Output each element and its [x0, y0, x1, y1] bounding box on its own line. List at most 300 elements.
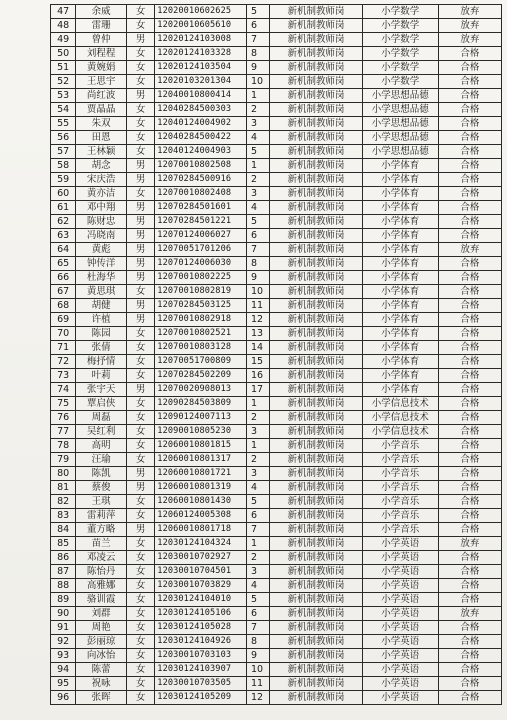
post-sequence-cell: 2 — [246, 173, 269, 187]
candidate-name-cell: 王琪 — [76, 495, 127, 509]
gender-cell: 女 — [126, 61, 154, 75]
table-row — [51, 5, 502, 19]
exam-id-cell: 12070284502209 — [155, 369, 247, 383]
table-row — [51, 467, 502, 481]
candidate-name-cell: 刘程程 — [76, 47, 127, 61]
post-name-cell: 新机制教师岗 — [270, 397, 363, 411]
post-sequence-cell: 10 — [246, 285, 269, 299]
table-row — [51, 495, 502, 509]
subject-cell: 小学信息技术 — [362, 397, 438, 411]
post-name-cell: 新机制教师岗 — [270, 75, 363, 89]
subject-cell: 小学数学 — [362, 5, 438, 19]
gender-cell: 女 — [126, 285, 154, 299]
subject-cell: 小学数学 — [362, 33, 438, 47]
exam-id-cell: 12070010802508 — [155, 159, 247, 173]
post-name-cell: 新机制教师岗 — [270, 243, 363, 257]
exam-id-cell: 12040284500422 — [155, 131, 247, 145]
subject-cell: 小学英语 — [362, 593, 438, 607]
result-cell: 合格 — [438, 215, 501, 229]
post-sequence-cell: 8 — [246, 635, 269, 649]
result-cell: 合格 — [438, 453, 501, 467]
row-number-cell: 89 — [51, 593, 76, 607]
post-sequence-cell: 2 — [246, 411, 269, 425]
result-cell: 合格 — [438, 159, 501, 173]
post-name-cell: 新机制教师岗 — [270, 33, 363, 47]
row-number-cell: 58 — [51, 159, 76, 173]
gender-cell: 女 — [126, 187, 154, 201]
result-cell: 合格 — [438, 397, 501, 411]
result-cell: 合格 — [438, 201, 501, 215]
exam-id-cell: 12070010802819 — [155, 285, 247, 299]
result-cell: 合格 — [438, 89, 501, 103]
gender-cell: 男 — [126, 215, 154, 229]
gender-cell: 女 — [126, 369, 154, 383]
subject-cell: 小学数学 — [362, 61, 438, 75]
post-name-cell: 新机制教师岗 — [270, 229, 363, 243]
exam-id-cell: 12070020908013 — [155, 383, 247, 397]
exam-id-cell: 12020010605610 — [155, 19, 247, 33]
candidate-name-cell: 祝咏 — [76, 677, 127, 691]
table-row — [51, 369, 502, 383]
post-sequence-cell: 10 — [246, 663, 269, 677]
post-name-cell: 新机制教师岗 — [270, 271, 363, 285]
gender-cell: 女 — [126, 565, 154, 579]
candidate-name-cell: 贾晶晶 — [76, 103, 127, 117]
post-sequence-cell: 11 — [246, 299, 269, 313]
row-number-cell: 63 — [51, 229, 76, 243]
row-number-cell: 68 — [51, 299, 76, 313]
subject-cell: 小学英语 — [362, 649, 438, 663]
exam-id-cell: 12070010803128 — [155, 341, 247, 355]
exam-id-cell: 12030124104926 — [155, 635, 247, 649]
exam-id-cell: 12070051701206 — [155, 243, 247, 257]
gender-cell: 男 — [126, 89, 154, 103]
result-cell: 合格 — [438, 285, 501, 299]
result-cell: 合格 — [438, 481, 501, 495]
row-number-cell: 78 — [51, 439, 76, 453]
table-row — [51, 215, 502, 229]
result-cell: 合格 — [438, 579, 501, 593]
subject-cell: 小学音乐 — [362, 495, 438, 509]
subject-cell: 小学体育 — [362, 299, 438, 313]
results-table — [50, 4, 502, 705]
row-number-cell: 96 — [51, 691, 76, 705]
table-row — [51, 173, 502, 187]
candidate-name-cell: 张晖 — [76, 691, 127, 705]
subject-cell: 小学数学 — [362, 47, 438, 61]
candidate-name-cell: 黄彪 — [76, 243, 127, 257]
gender-cell: 女 — [126, 19, 154, 33]
table-row — [51, 75, 502, 89]
row-number-cell: 80 — [51, 467, 76, 481]
row-number-cell: 94 — [51, 663, 76, 677]
candidate-name-cell: 张宇天 — [76, 383, 127, 397]
subject-cell: 小学英语 — [362, 537, 438, 551]
candidate-name-cell: 冯晓南 — [76, 229, 127, 243]
subject-cell: 小学体育 — [362, 173, 438, 187]
post-name-cell: 新机制教师岗 — [270, 313, 363, 327]
row-number-cell: 52 — [51, 75, 76, 89]
table-row — [51, 439, 502, 453]
gender-cell: 女 — [126, 145, 154, 159]
result-cell: 合格 — [438, 411, 501, 425]
post-sequence-cell: 3 — [246, 467, 269, 481]
exam-id-cell: 12070284500916 — [155, 173, 247, 187]
candidate-name-cell: 黄思琪 — [76, 285, 127, 299]
table-row — [51, 509, 502, 523]
post-name-cell: 新机制教师岗 — [270, 467, 363, 481]
subject-cell: 小学音乐 — [362, 509, 438, 523]
exam-id-cell: 12070284503125 — [155, 299, 247, 313]
candidate-name-cell: 胡念 — [76, 159, 127, 173]
post-sequence-cell: 9 — [246, 649, 269, 663]
exam-id-cell: 12030124103907 — [155, 663, 247, 677]
post-name-cell: 新机制教师岗 — [270, 579, 363, 593]
subject-cell: 小学英语 — [362, 579, 438, 593]
candidate-name-cell: 高明 — [76, 439, 127, 453]
table-row — [51, 397, 502, 411]
subject-cell: 小学英语 — [362, 635, 438, 649]
exam-id-cell: 12030010703505 — [155, 677, 247, 691]
gender-cell: 女 — [126, 691, 154, 705]
subject-cell: 小学英语 — [362, 565, 438, 579]
post-name-cell: 新机制教师岗 — [270, 299, 363, 313]
candidate-name-cell: 杜海华 — [76, 271, 127, 285]
post-sequence-cell: 7 — [246, 523, 269, 537]
exam-id-cell: 12070284501601 — [155, 201, 247, 215]
table-row — [51, 327, 502, 341]
row-number-cell: 93 — [51, 649, 76, 663]
row-number-cell: 62 — [51, 215, 76, 229]
result-cell: 合格 — [438, 439, 501, 453]
post-name-cell: 新机制教师岗 — [270, 5, 363, 19]
exam-id-cell: 12030010704501 — [155, 565, 247, 579]
result-cell: 合格 — [438, 341, 501, 355]
row-number-cell: 91 — [51, 621, 76, 635]
post-name-cell: 新机制教师岗 — [270, 61, 363, 75]
gender-cell: 女 — [126, 425, 154, 439]
post-name-cell: 新机制教师岗 — [270, 607, 363, 621]
table-row — [51, 285, 502, 299]
post-sequence-cell: 5 — [246, 145, 269, 159]
row-number-cell: 53 — [51, 89, 76, 103]
subject-cell: 小学思想品德 — [362, 89, 438, 103]
exam-id-cell: 12070010802521 — [155, 327, 247, 341]
table-row — [51, 257, 502, 271]
table-row — [51, 187, 502, 201]
exam-id-cell: 12020124103328 — [155, 47, 247, 61]
subject-cell: 小学英语 — [362, 663, 438, 677]
subject-cell: 小学体育 — [362, 215, 438, 229]
result-cell: 合格 — [438, 327, 501, 341]
gender-cell: 男 — [126, 299, 154, 313]
post-name-cell: 新机制教师岗 — [270, 89, 363, 103]
subject-cell: 小学体育 — [362, 201, 438, 215]
post-sequence-cell: 7 — [246, 621, 269, 635]
exam-id-cell: 12070051700809 — [155, 355, 247, 369]
post-sequence-cell: 16 — [246, 369, 269, 383]
row-number-cell: 57 — [51, 145, 76, 159]
gender-cell: 男 — [126, 313, 154, 327]
result-cell: 放弃 — [438, 5, 501, 19]
candidate-name-cell: 陈园 — [76, 327, 127, 341]
gender-cell: 男 — [126, 467, 154, 481]
candidate-name-cell: 王思宇 — [76, 75, 127, 89]
post-sequence-cell: 6 — [246, 19, 269, 33]
gender-cell: 男 — [126, 523, 154, 537]
exam-id-cell: 12040284500303 — [155, 103, 247, 117]
post-name-cell: 新机制教师岗 — [270, 537, 363, 551]
candidate-name-cell: 吴红利 — [76, 425, 127, 439]
result-cell: 合格 — [438, 621, 501, 635]
post-name-cell: 新机制教师岗 — [270, 635, 363, 649]
row-number-cell: 81 — [51, 481, 76, 495]
result-cell: 放弃 — [438, 33, 501, 47]
table-row — [51, 411, 502, 425]
row-number-cell: 49 — [51, 33, 76, 47]
candidate-name-cell: 黄婉娟 — [76, 61, 127, 75]
table-row — [51, 89, 502, 103]
post-sequence-cell: 3 — [246, 565, 269, 579]
subject-cell: 小学思想品德 — [362, 103, 438, 117]
candidate-name-cell: 叶莉 — [76, 369, 127, 383]
table-row — [51, 201, 502, 215]
gender-cell: 男 — [126, 201, 154, 215]
post-name-cell: 新机制教师岗 — [270, 257, 363, 271]
exam-id-cell: 12030124104010 — [155, 593, 247, 607]
post-sequence-cell: 4 — [246, 579, 269, 593]
row-number-cell: 95 — [51, 677, 76, 691]
row-number-cell: 67 — [51, 285, 76, 299]
candidate-name-cell: 梅抒情 — [76, 355, 127, 369]
gender-cell: 男 — [126, 257, 154, 271]
post-name-cell: 新机制教师岗 — [270, 201, 363, 215]
row-number-cell: 72 — [51, 355, 76, 369]
table-row — [51, 663, 502, 677]
candidate-name-cell: 曾仲 — [76, 33, 127, 47]
table-row — [51, 649, 502, 663]
post-sequence-cell: 1 — [246, 159, 269, 173]
post-name-cell: 新机制教师岗 — [270, 159, 363, 173]
subject-cell: 小学音乐 — [362, 453, 438, 467]
table-row — [51, 61, 502, 75]
post-name-cell: 新机制教师岗 — [270, 509, 363, 523]
result-cell: 合格 — [438, 663, 501, 677]
post-sequence-cell: 17 — [246, 383, 269, 397]
post-name-cell: 新机制教师岗 — [270, 355, 363, 369]
exam-id-cell: 12060010801430 — [155, 495, 247, 509]
result-cell: 合格 — [438, 61, 501, 75]
candidate-name-cell: 周磊 — [76, 411, 127, 425]
exam-id-cell: 12090010805230 — [155, 425, 247, 439]
post-name-cell: 新机制教师岗 — [270, 551, 363, 565]
subject-cell: 小学信息技术 — [362, 425, 438, 439]
table-row — [51, 635, 502, 649]
subject-cell: 小学信息技术 — [362, 411, 438, 425]
post-sequence-cell: 12 — [246, 313, 269, 327]
table-row — [51, 453, 502, 467]
post-sequence-cell: 1 — [246, 537, 269, 551]
exam-id-cell: 12030010703103 — [155, 649, 247, 663]
gender-cell: 女 — [126, 579, 154, 593]
subject-cell: 小学体育 — [362, 355, 438, 369]
exam-id-cell: 12070010802225 — [155, 271, 247, 285]
exam-id-cell: 12020124103008 — [155, 33, 247, 47]
table-row — [51, 677, 502, 691]
post-name-cell: 新机制教师岗 — [270, 677, 363, 691]
post-sequence-cell: 6 — [246, 607, 269, 621]
subject-cell: 小学英语 — [362, 551, 438, 565]
post-name-cell: 新机制教师岗 — [270, 621, 363, 635]
candidate-name-cell: 宋庆浩 — [76, 173, 127, 187]
result-cell: 合格 — [438, 355, 501, 369]
table-row — [51, 537, 502, 551]
subject-cell: 小学体育 — [362, 243, 438, 257]
gender-cell: 女 — [126, 537, 154, 551]
row-number-cell: 82 — [51, 495, 76, 509]
gender-cell: 女 — [126, 327, 154, 341]
row-number-cell: 92 — [51, 635, 76, 649]
post-name-cell: 新机制教师岗 — [270, 327, 363, 341]
post-name-cell: 新机制教师岗 — [270, 145, 363, 159]
row-number-cell: 83 — [51, 509, 76, 523]
row-number-cell: 50 — [51, 47, 76, 61]
table-row — [51, 229, 502, 243]
post-sequence-cell: 2 — [246, 551, 269, 565]
gender-cell: 男 — [126, 271, 154, 285]
table-row — [51, 593, 502, 607]
candidate-name-cell: 田恩 — [76, 131, 127, 145]
row-number-cell: 76 — [51, 411, 76, 425]
table-row — [51, 33, 502, 47]
gender-cell: 女 — [126, 495, 154, 509]
exam-id-cell: 12070010802918 — [155, 313, 247, 327]
exam-id-cell: 12060010801317 — [155, 453, 247, 467]
row-number-cell: 77 — [51, 425, 76, 439]
table-row — [51, 425, 502, 439]
table-row — [51, 131, 502, 145]
row-number-cell: 65 — [51, 257, 76, 271]
post-sequence-cell: 15 — [246, 355, 269, 369]
post-name-cell: 新机制教师岗 — [270, 565, 363, 579]
gender-cell: 男 — [126, 159, 154, 173]
subject-cell: 小学英语 — [362, 677, 438, 691]
row-number-cell: 55 — [51, 117, 76, 131]
subject-cell: 小学英语 — [362, 607, 438, 621]
post-name-cell: 新机制教师岗 — [270, 593, 363, 607]
result-cell: 放弃 — [438, 537, 501, 551]
gender-cell: 女 — [126, 663, 154, 677]
table-row — [51, 19, 502, 33]
gender-cell: 女 — [126, 341, 154, 355]
table-row — [51, 243, 502, 257]
exam-id-cell: 12060010801718 — [155, 523, 247, 537]
table-row — [51, 117, 502, 131]
post-name-cell: 新机制教师岗 — [270, 453, 363, 467]
row-number-cell: 75 — [51, 397, 76, 411]
result-cell: 合格 — [438, 145, 501, 159]
post-name-cell: 新机制教师岗 — [270, 19, 363, 33]
candidate-name-cell: 黄亦洁 — [76, 187, 127, 201]
post-name-cell: 新机制教师岗 — [270, 481, 363, 495]
candidate-name-cell: 覃启侠 — [76, 397, 127, 411]
gender-cell: 女 — [126, 593, 154, 607]
row-number-cell: 70 — [51, 327, 76, 341]
subject-cell: 小学体育 — [362, 187, 438, 201]
subject-cell: 小学体育 — [362, 257, 438, 271]
result-cell: 合格 — [438, 369, 501, 383]
candidate-name-cell: 陈凯 — [76, 467, 127, 481]
post-sequence-cell: 5 — [246, 215, 269, 229]
gender-cell: 男 — [126, 243, 154, 257]
subject-cell: 小学思想品德 — [362, 145, 438, 159]
candidate-name-cell: 尚红波 — [76, 89, 127, 103]
post-sequence-cell: 6 — [246, 229, 269, 243]
gender-cell: 女 — [126, 397, 154, 411]
post-name-cell: 新机制教师岗 — [270, 103, 363, 117]
subject-cell: 小学音乐 — [362, 439, 438, 453]
row-number-cell: 54 — [51, 103, 76, 117]
result-cell: 合格 — [438, 425, 501, 439]
result-cell: 放弃 — [438, 607, 501, 621]
table-row — [51, 621, 502, 635]
row-number-cell: 90 — [51, 607, 76, 621]
candidate-name-cell: 蔡俊 — [76, 481, 127, 495]
result-cell: 合格 — [438, 495, 501, 509]
post-name-cell: 新机制教师岗 — [270, 369, 363, 383]
exam-id-cell: 12070124006030 — [155, 257, 247, 271]
exam-id-cell: 12060010801319 — [155, 481, 247, 495]
post-sequence-cell: 12 — [246, 691, 269, 705]
subject-cell: 小学体育 — [362, 341, 438, 355]
subject-cell: 小学英语 — [362, 691, 438, 705]
table-row — [51, 313, 502, 327]
post-sequence-cell: 5 — [246, 495, 269, 509]
subject-cell: 小学体育 — [362, 159, 438, 173]
post-name-cell: 新机制教师岗 — [270, 523, 363, 537]
post-sequence-cell: 4 — [246, 131, 269, 145]
result-cell: 合格 — [438, 271, 501, 285]
result-cell: 合格 — [438, 551, 501, 565]
candidate-name-cell: 骆训霞 — [76, 593, 127, 607]
exam-id-cell: 12020010602625 — [155, 5, 247, 19]
gender-cell: 女 — [126, 103, 154, 117]
post-sequence-cell: 11 — [246, 677, 269, 691]
candidate-name-cell: 周艳 — [76, 621, 127, 635]
subject-cell: 小学体育 — [362, 327, 438, 341]
row-number-cell: 61 — [51, 201, 76, 215]
row-number-cell: 74 — [51, 383, 76, 397]
row-number-cell: 71 — [51, 341, 76, 355]
result-cell: 合格 — [438, 383, 501, 397]
table-row — [51, 691, 502, 705]
result-cell: 合格 — [438, 229, 501, 243]
candidate-name-cell: 高雅娜 — [76, 579, 127, 593]
exam-id-cell: 12060010801721 — [155, 467, 247, 481]
exam-id-cell: 12070124006027 — [155, 229, 247, 243]
table-row — [51, 103, 502, 117]
post-sequence-cell: 7 — [246, 243, 269, 257]
post-sequence-cell: 1 — [246, 397, 269, 411]
post-name-cell: 新机制教师岗 — [270, 691, 363, 705]
row-number-cell: 47 — [51, 5, 76, 19]
row-number-cell: 51 — [51, 61, 76, 75]
result-cell: 合格 — [438, 173, 501, 187]
row-number-cell: 59 — [51, 173, 76, 187]
post-name-cell: 新机制教师岗 — [270, 425, 363, 439]
result-cell: 合格 — [438, 509, 501, 523]
table-row — [51, 299, 502, 313]
